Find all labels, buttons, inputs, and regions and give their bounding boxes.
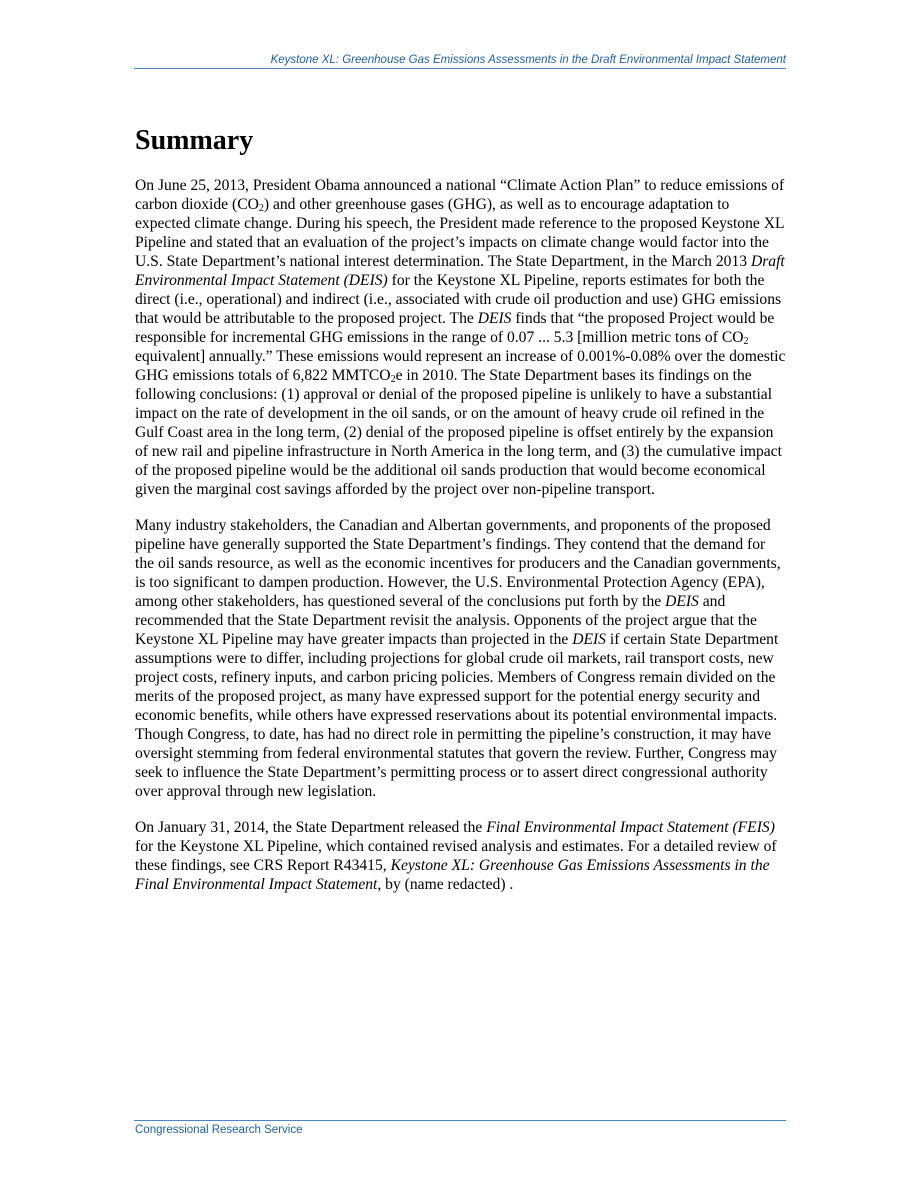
footer-divider: [134, 1120, 786, 1121]
paragraph-2: Many industry stakeholders, the Canadian and Albertan governments, and proponents of the proposed pipeline have generally supported the State Department’s findings. They contend that the demand for the oil sands resource, as well as the economic incentives for producers and the Canadian governments, is too significant to dampen production. However, the U.S. Environmental Protection Agency (EPA), among other stakeholders, has questioned several of the conclusions put forth by the DEIS and recommended that the State Department revisit the analysis. Opponents of the project argue that the Keystone XL Pipeline may have greater impacts than projected in the DEIS if certain State Department assumptions were to differ, including projections for global crude oil markets, rail transport costs, new project costs, refinery inputs, and carbon pricing policies. Members of Congress remain divided on the merits of the proposed project, as many have expressed support for the potential energy security and economic benefits, while others have expressed reservations about its potential environmental impacts. Though Congress, to date, has had no direct role in permitting the pipeline’s construction, it may have oversight stemming from federal environmental statutes that govern the review. Further, Congress may seek to influence the State Department’s permitting process or to assert direct congressional authority over approval through new legislation.: [135, 517, 781, 800]
paragraph-3: On January 31, 2014, the State Department released the Final Environmental Impact Statement (FEIS) for the Keystone XL Pipeline, which contained revised analysis and estimates. For a detailed review of these findings, see CRS Report R43415, Keystone XL: Greenhouse Gas Emissions Assessments in the Final Environmental Impact Statement, by (name redacted) .: [135, 819, 777, 893]
summary-body: [135, 176, 788, 911]
running-header: Keystone XL: Greenhouse Gas Emissions Assessments in the Draft Environmental Impact Statement: [270, 54, 786, 66]
paragraph-1: On June 25, 2013, President Obama announced a national “Climate Action Plan” to reduce emissions of carbon dioxide $(CO_2)$ and other greenhouse gases (GHG), as well as to encourage adaptation to expected climate change. During his speech, the President made reference to the proposed Keystone XL Pipeline and stated that an evaluation of the project’s impacts on climate change would factor into the U.S. State Department’s national interest determination. The State Department, in the March 2013 Draft Environmental Impact Statement (DEIS) for the Keystone XL Pipeline, reports estimates for both the direct (i.e., operational) and indirect (i.e., associated with crude oil production and use) GHG emissions that would be attributable to the proposed project. The DEIS finds that “the proposed Project would be responsible for incremental GHG emissions in the range of 0.07 ... 5.3 [million metric tons of $CO_2$ equivalent] annually.” These emissions would represent an increase of 0.001%-0.08% over the domestic GHG emissions totals of 6,822 $MMTCO_2e$ in 2010. The State Department bases its findings on the following conclusions: (1) approval or denial of the proposed pipeline is unlikely to have a substantial impact on the rate of development in the oil sands, or on the amount of heavy crude oil refined in the Gulf Coast area in the long term, (2) denial of the proposed pipeline is offset entirely by the expansion of new rail and pipeline infrastructure in North America in the long term, and (3) the cumulative impact of the proposed pipeline would be the additional oil sands production that would become economical given the marginal cost savings afforded by the project over non-pipeline transport.: [135, 177, 786, 498]
footer-organization: Congressional Research Service: [135, 1124, 303, 1136]
page-title: Summary: [135, 125, 254, 156]
header-divider: [134, 68, 786, 69]
